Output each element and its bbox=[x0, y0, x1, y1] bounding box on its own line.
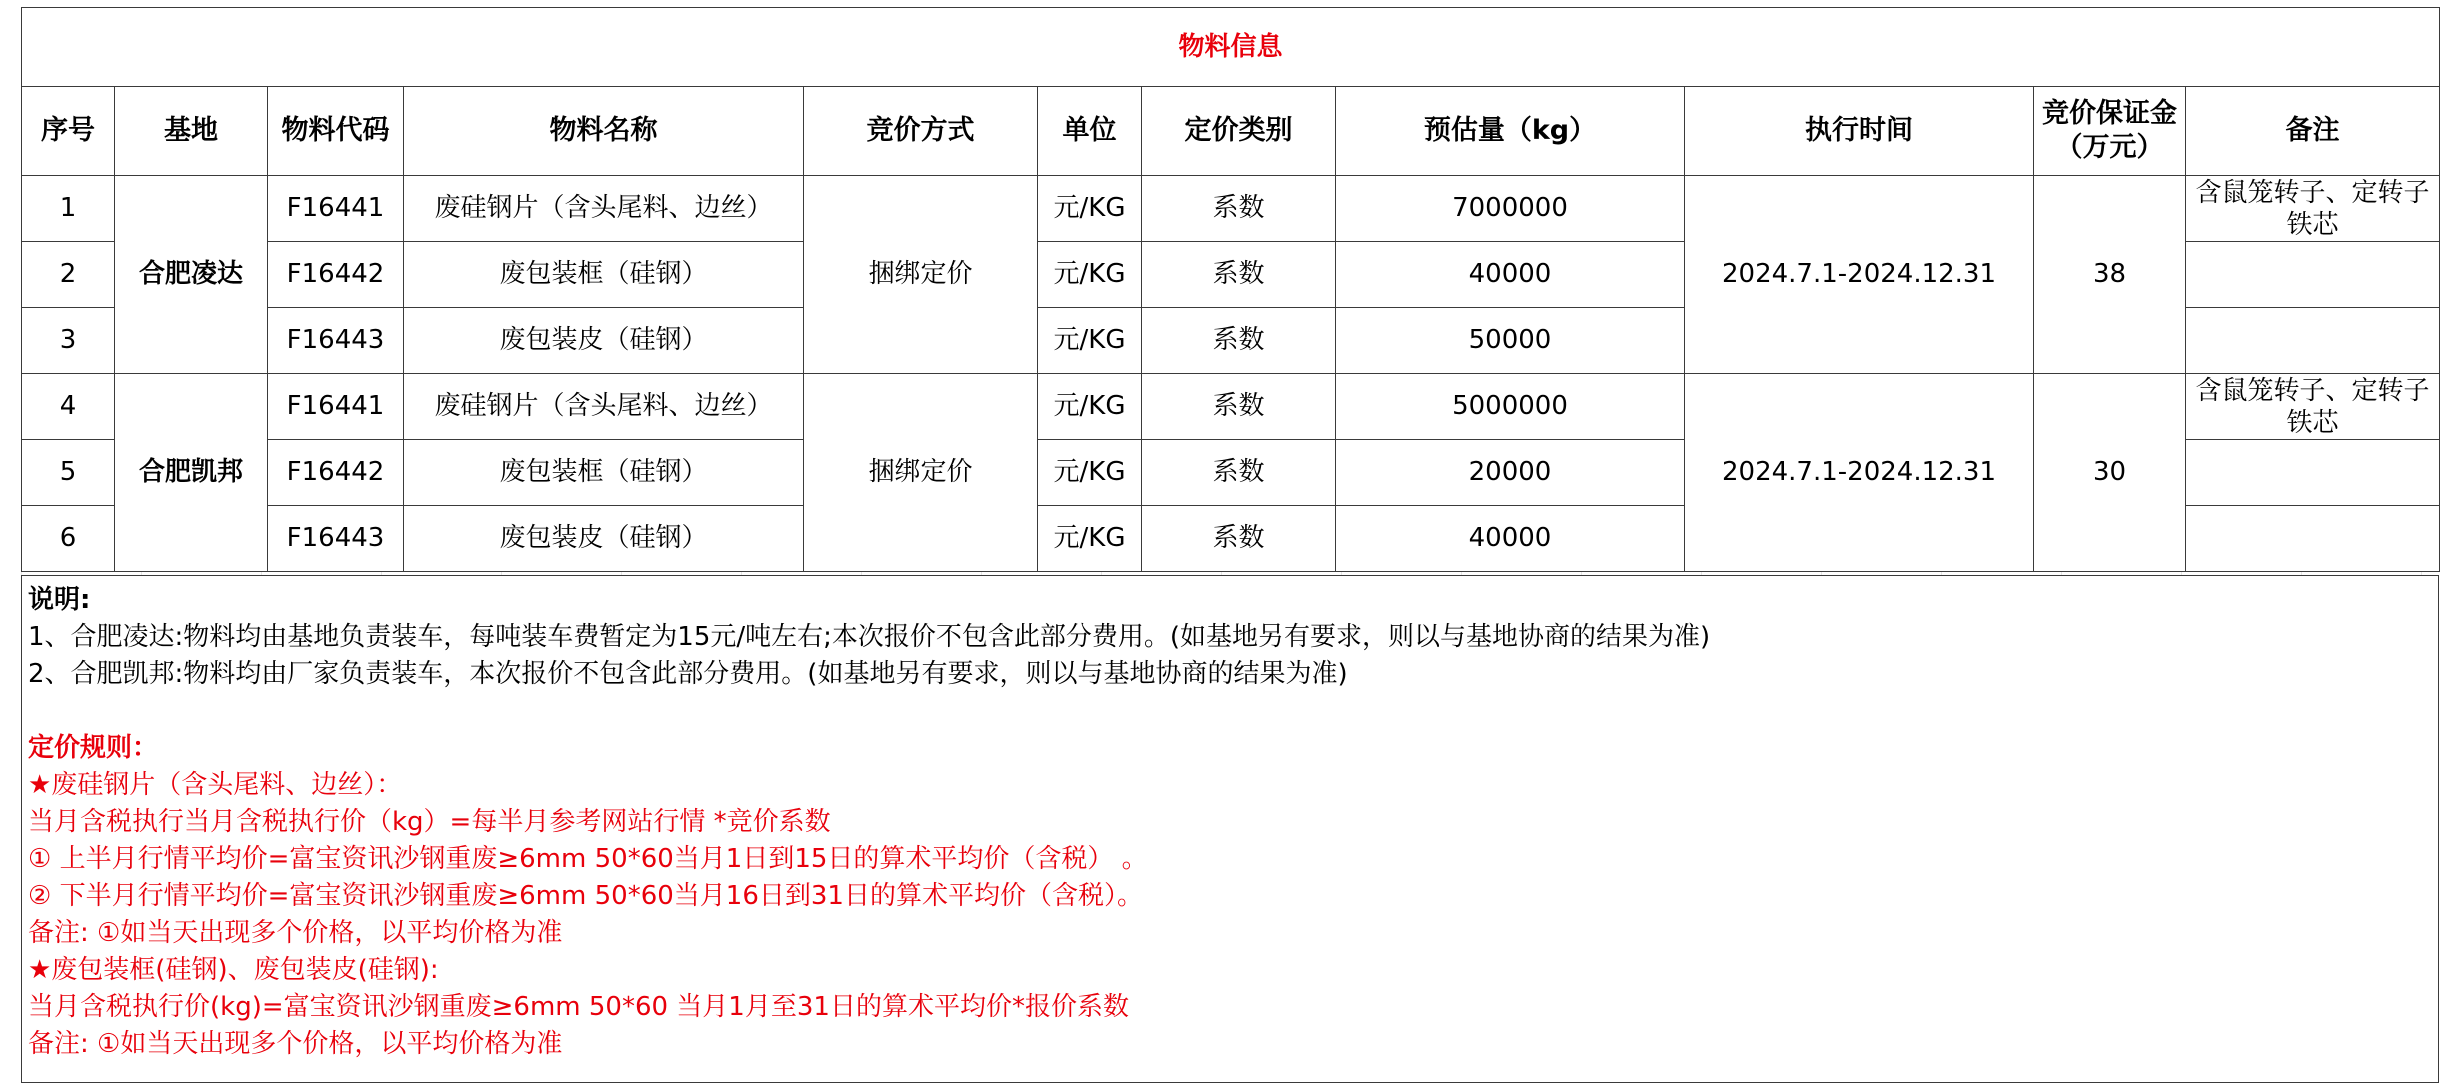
cell-unit: 元/KG bbox=[1038, 242, 1142, 308]
remark-text: 含鼠笼转子、定转子铁芯 bbox=[2195, 375, 2430, 438]
cell-qty: 40000 bbox=[1336, 242, 1685, 308]
header-deposit bbox=[2034, 87, 2186, 176]
cell-deposit: 38 bbox=[2034, 176, 2186, 374]
cell-remark bbox=[2186, 374, 2440, 440]
pricing-rule-line: 当月含税执行价(kg)=富宝资讯沙钢重废≥6mm 50*60 当月1月至31日的算术平均价*报价系数 bbox=[28, 992, 1129, 1022]
pricing-rule-line: ★废包装框(硅钢)、废包装皮(硅钢): bbox=[28, 955, 439, 985]
pricing-rule-line: ★废硅钢片（含头尾料、边丝）： bbox=[28, 770, 403, 800]
header-deposit-line2: （万元） bbox=[2055, 132, 2164, 163]
pricing-rules-heading: 定价规则： bbox=[28, 733, 159, 763]
header-unit: 单位 bbox=[1038, 87, 1142, 176]
cell-pricing: 系数 bbox=[1142, 308, 1336, 374]
cell-code: F16442 bbox=[268, 242, 404, 308]
materials-table bbox=[21, 7, 2440, 572]
pricing-rule-line: ② 下半月行情平均价=富宝资讯沙钢重废≥6mm 50*60当月16日到31日的算术平均价（含税）。 bbox=[28, 881, 1143, 911]
cell-qty: 40000 bbox=[1336, 506, 1685, 572]
cell-unit: 元/KG bbox=[1038, 440, 1142, 506]
header-remark: 备注 bbox=[2186, 87, 2440, 176]
cell-base: 合肥凌达 bbox=[115, 176, 268, 374]
cell-remark bbox=[2186, 176, 2440, 242]
cell-qty: 7000000 bbox=[1336, 176, 1685, 242]
pricing-rule-line: 当月含税执行当月含税执行价（kg）=每半月参考网站行情 *竞价系数 bbox=[28, 807, 831, 837]
cell-code: F16442 bbox=[268, 440, 404, 506]
cell-code: F16443 bbox=[268, 506, 404, 572]
cell-period: 2024.7.1-2024.12.31 bbox=[1685, 374, 2034, 572]
spreadsheet bbox=[21, 7, 2439, 1083]
table-row bbox=[22, 176, 2440, 242]
cell-pricing: 系数 bbox=[1142, 242, 1336, 308]
header-period: 执行时间 bbox=[1685, 87, 2034, 176]
cell-name: 废包装框（硅钢） bbox=[404, 440, 804, 506]
cell-name: 废硅钢片（含头尾料、边丝） bbox=[404, 176, 804, 242]
pricing-rule-line: 备注: ①如当天出现多个价格，以平均价格为准 bbox=[28, 1029, 563, 1059]
cell-remark bbox=[2186, 440, 2440, 506]
header-pricing: 定价类别 bbox=[1142, 87, 1336, 176]
cell-period: 2024.7.1-2024.12.31 bbox=[1685, 176, 2034, 374]
cell-code: F16441 bbox=[268, 374, 404, 440]
cell-name: 废包装皮（硅钢） bbox=[404, 506, 804, 572]
cell-name: 废硅钢片（含头尾料、边丝） bbox=[404, 374, 804, 440]
table-title: 物料信息 bbox=[22, 8, 2440, 87]
cell-name: 废包装皮（硅钢） bbox=[404, 308, 804, 374]
cell-seq: 6 bbox=[22, 506, 115, 572]
cell-pricing: 系数 bbox=[1142, 176, 1336, 242]
cell-unit: 元/KG bbox=[1038, 374, 1142, 440]
cell-method: 捆绑定价 bbox=[804, 374, 1038, 572]
notes-item: 2、合肥凯邦:物料均由厂家负责装车，本次报价不包含此部分费用。(如基地另有要求，则以与基地协商的结果为准) bbox=[28, 659, 1348, 689]
notes-heading: 说明: bbox=[28, 585, 91, 615]
cell-base: 合肥凯邦 bbox=[115, 374, 268, 572]
cell-seq: 2 bbox=[22, 242, 115, 308]
cell-qty: 50000 bbox=[1336, 308, 1685, 374]
header-method: 竞价方式 bbox=[804, 87, 1038, 176]
cell-unit: 元/KG bbox=[1038, 308, 1142, 374]
cell-pricing: 系数 bbox=[1142, 506, 1336, 572]
notes-block bbox=[21, 575, 2439, 1083]
cell-seq: 4 bbox=[22, 374, 115, 440]
cell-method: 捆绑定价 bbox=[804, 176, 1038, 374]
blank-line bbox=[28, 693, 2432, 730]
header-name: 物料名称 bbox=[404, 87, 804, 176]
header-base: 基地 bbox=[115, 87, 268, 176]
cell-unit: 元/KG bbox=[1038, 176, 1142, 242]
cell-qty: 5000000 bbox=[1336, 374, 1685, 440]
cell-seq: 1 bbox=[22, 176, 115, 242]
cell-code: F16443 bbox=[268, 308, 404, 374]
cell-pricing: 系数 bbox=[1142, 440, 1336, 506]
cell-unit: 元/KG bbox=[1038, 506, 1142, 572]
pricing-rule-line: 备注: ①如当天出现多个价格，以平均价格为准 bbox=[28, 918, 563, 948]
table-row bbox=[22, 374, 2440, 440]
remark-text: 含鼠笼转子、定转子铁芯 bbox=[2195, 177, 2430, 240]
cell-remark bbox=[2186, 308, 2440, 374]
header-code: 物料代码 bbox=[268, 87, 404, 176]
header-seq: 序号 bbox=[22, 87, 115, 176]
cell-remark bbox=[2186, 506, 2440, 572]
cell-remark bbox=[2186, 242, 2440, 308]
cell-code: F16441 bbox=[268, 176, 404, 242]
cell-seq: 3 bbox=[22, 308, 115, 374]
cell-qty: 20000 bbox=[1336, 440, 1685, 506]
header-deposit-line1: 竞价保证金 bbox=[2042, 98, 2177, 130]
pricing-rule-line: ① 上半月行情平均价=富宝资讯沙钢重废≥6mm 50*60当月1日到15日的算术平均价（含税） 。 bbox=[28, 844, 1148, 874]
cell-deposit: 30 bbox=[2034, 374, 2186, 572]
cell-name: 废包装框（硅钢） bbox=[404, 242, 804, 308]
notes-item: 1、合肥凌达:物料均由基地负责装车，每吨装车费暂定为15元/吨左右;本次报价不包含此部分费用。(如基地另有要求，则以与基地协商的结果为准) bbox=[28, 622, 1711, 652]
cell-seq: 5 bbox=[22, 440, 115, 506]
header-row bbox=[22, 87, 2440, 176]
header-qty: 预估量（kg） bbox=[1336, 87, 1685, 176]
cell-pricing: 系数 bbox=[1142, 374, 1336, 440]
